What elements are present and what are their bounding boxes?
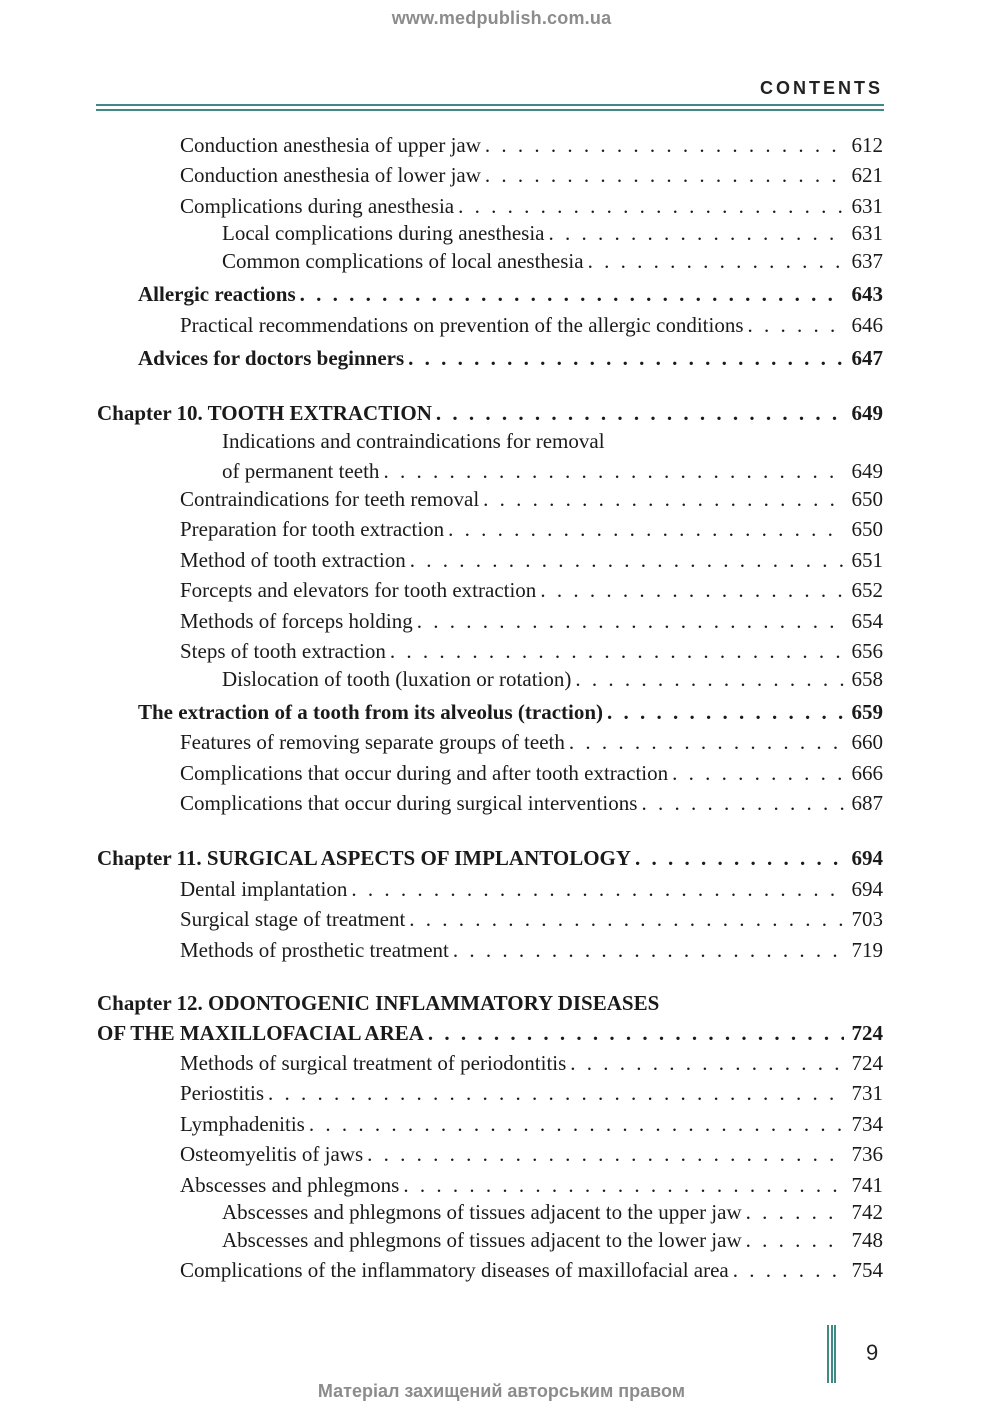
toc-entry-title: Surgical stage of treatment <box>180 907 406 931</box>
dot-leader <box>569 727 844 757</box>
dot-leader <box>485 160 844 190</box>
toc-entry-page: 724 <box>851 1021 883 1045</box>
toc-entry-page: 724 <box>851 1051 883 1075</box>
toc-entry[interactable] <box>222 218 883 248</box>
toc-entry-title: Methods of forceps holding <box>180 609 413 633</box>
toc-entry-page: 694 <box>851 846 883 870</box>
toc-entry-title: Conduction anesthesia of upper jaw <box>180 133 481 157</box>
toc-entry-title: Periostitis <box>180 1081 265 1105</box>
toc-entry[interactable] <box>222 1197 883 1227</box>
toc-entry[interactable] <box>180 1048 883 1078</box>
page-number: 9 <box>866 1340 879 1365</box>
dot-leader <box>453 935 844 965</box>
page-number-ornament <box>827 1325 836 1383</box>
toc-entry-title: Methods of surgical treatment of periodontitis <box>180 1051 567 1075</box>
toc-entry-page: 703 <box>851 907 883 931</box>
toc-entry-title: Preparation for tooth extraction <box>180 517 445 541</box>
toc-entry-page: 651 <box>851 548 883 572</box>
toc-entry-page: 687 <box>851 791 883 815</box>
toc-heading-entry[interactable] <box>138 697 883 727</box>
toc-entry-title: Complications that occur during and after tooth extraction <box>180 761 669 785</box>
toc-entry-title: Features of removing separate groups of teeth <box>180 730 565 754</box>
dot-leader <box>458 191 843 221</box>
toc-entry-page: 652 <box>851 578 883 602</box>
toc-heading-entry[interactable] <box>97 843 883 873</box>
toc-entry[interactable] <box>180 191 883 221</box>
toc-entry[interactable] <box>180 1139 883 1169</box>
dot-leader <box>383 456 843 486</box>
toc-entry-title: Local complications during anesthesia <box>222 221 545 245</box>
toc-entry-title: Advices for doctors beginners <box>138 346 405 370</box>
toc-entry-title: Common complications of local anesthesia <box>222 249 584 273</box>
dot-leader <box>351 874 843 904</box>
dot-leader <box>635 843 843 873</box>
toc-entry-title: Dislocation of tooth (luxation or rotation) <box>222 667 572 691</box>
toc-entry-page: 631 <box>851 194 883 218</box>
dot-leader <box>300 279 844 309</box>
toc-entry-title: The extraction of a tooth from its alveolus (traction) <box>138 700 604 724</box>
toc-heading-entry[interactable] <box>97 988 883 1045</box>
toc-entry[interactable] <box>180 514 883 544</box>
toc-entry-title: Practical recommendations on prevention of the allergic conditions <box>180 313 744 337</box>
toc-entry-title: Osteomyelitis of jaws <box>180 1142 364 1166</box>
toc-heading-entry[interactable] <box>138 343 883 373</box>
toc-entry[interactable] <box>180 1170 883 1200</box>
dot-leader <box>607 697 843 727</box>
toc-entry-page: 646 <box>851 313 883 337</box>
toc-entry-title: Chapter 11. SURGICAL ASPECTS OF IMPLANTOLOGY <box>97 846 632 870</box>
toc-entry-page: 719 <box>851 938 883 962</box>
dot-leader <box>733 1255 844 1285</box>
toc-entry[interactable] <box>180 935 883 965</box>
toc-entry-page: 742 <box>851 1200 883 1224</box>
toc-entry-page: 694 <box>851 877 883 901</box>
dot-leader <box>588 246 844 276</box>
toc-entry[interactable] <box>180 636 883 666</box>
toc-entry-page: 734 <box>851 1112 883 1136</box>
toc-entry[interactable] <box>180 788 883 818</box>
dot-leader <box>483 484 843 514</box>
toc-entry-page: 656 <box>851 639 883 663</box>
toc-entry[interactable] <box>222 1225 883 1255</box>
toc-entry[interactable] <box>180 606 883 636</box>
toc-entry-page: 649 <box>851 459 883 483</box>
toc-entry-page: 647 <box>851 346 883 370</box>
toc-entry[interactable] <box>180 545 883 575</box>
dot-leader <box>485 130 844 160</box>
toc-entry-title: Steps of tooth extraction <box>180 639 386 663</box>
toc-entry-page: 659 <box>851 700 883 724</box>
dot-leader <box>410 545 844 575</box>
dot-leader <box>268 1078 843 1108</box>
dot-leader <box>746 1225 844 1255</box>
toc-entry-title: Allergic reactions <box>138 282 296 306</box>
toc-entry-page: 643 <box>851 282 883 306</box>
dot-leader <box>672 758 843 788</box>
toc-entry-page: 612 <box>851 133 883 157</box>
dot-leader <box>540 575 843 605</box>
toc-entry[interactable] <box>222 664 883 694</box>
toc-entry-title: Abscesses and phlegmons <box>180 1173 400 1197</box>
dot-leader <box>448 514 843 544</box>
toc-entry-title: OF THE MAXILLOFACIAL AREA <box>97 1021 424 1045</box>
toc-entry-title: Abscesses and phlegmons of tissues adjacent to the upper jaw <box>222 1200 742 1224</box>
dot-leader <box>641 788 843 818</box>
toc-entry-title: Conduction anesthesia of lower jaw <box>180 163 481 187</box>
toc-entry-page: 660 <box>851 730 883 754</box>
dot-leader <box>409 904 843 934</box>
toc-entry-title: Complications during anesthesia <box>180 194 455 218</box>
toc-entry[interactable] <box>180 1109 883 1139</box>
toc-entry-title: Dental implantation <box>180 877 348 901</box>
toc-entry[interactable] <box>180 160 883 190</box>
toc-entry-page: 736 <box>851 1142 883 1166</box>
dot-leader <box>575 664 843 694</box>
toc-entry-title: Methods of prosthetic treatment <box>180 938 449 962</box>
toc-entry-title: Method of tooth extraction <box>180 548 406 572</box>
dot-leader <box>746 1197 844 1227</box>
toc-entry[interactable] <box>180 727 883 757</box>
toc-entry-page: 650 <box>851 517 883 541</box>
toc-entry-page: 731 <box>851 1081 883 1105</box>
toc-entry-page: 741 <box>851 1173 883 1197</box>
toc-entry-page: 666 <box>851 761 883 785</box>
toc-entry-page: 654 <box>851 609 883 633</box>
dot-leader <box>748 310 844 340</box>
toc-entry-page: 650 <box>851 487 883 511</box>
toc-entry-title-line1: Indications and contraindications for removal <box>222 429 605 453</box>
watermark-bottom-copyright: Матеріал захищений авторським правом <box>317 1381 686 1401</box>
dot-leader <box>408 343 843 373</box>
toc-entry-title: of permanent teeth <box>222 459 380 483</box>
toc-entry-page: 748 <box>851 1228 883 1252</box>
dot-leader <box>390 636 844 666</box>
dot-leader <box>417 606 844 636</box>
toc-entry[interactable] <box>180 1078 883 1108</box>
toc-entry-page: 754 <box>851 1258 883 1282</box>
dot-leader <box>403 1170 843 1200</box>
dot-leader <box>428 1018 844 1048</box>
toc-entry-title: Forcepts and elevators for tooth extraction <box>180 578 537 602</box>
toc-entry[interactable] <box>180 575 883 605</box>
dot-leader <box>549 218 844 248</box>
toc-entry-title: Lymphadenitis <box>180 1112 305 1136</box>
dot-leader <box>367 1139 843 1169</box>
toc-entry[interactable] <box>180 758 883 788</box>
watermark-top-url: www.medpublish.com.ua <box>391 8 612 28</box>
toc-heading-entry[interactable] <box>138 279 883 309</box>
toc-entry-page: 637 <box>851 249 883 273</box>
toc-entry[interactable] <box>180 130 883 160</box>
dot-leader <box>309 1109 844 1139</box>
dot-leader <box>570 1048 843 1078</box>
toc-entry-page: 658 <box>851 667 883 691</box>
toc-heading-entry[interactable] <box>97 398 883 428</box>
toc-entry[interactable] <box>222 426 883 483</box>
toc-entry[interactable] <box>180 874 883 904</box>
toc-entry[interactable] <box>180 904 883 934</box>
toc-entry-title: Contraindications for teeth removal <box>180 487 480 511</box>
toc-entry[interactable] <box>222 246 883 276</box>
toc-entry-title-line1: Chapter 12. ODONTOGENIC INFLAMMATORY DISEASES <box>97 991 660 1015</box>
toc-entry[interactable] <box>180 310 883 340</box>
toc-entry-title: Chapter 10. TOOTH EXTRACTION <box>97 401 432 425</box>
toc-entry[interactable] <box>180 1255 883 1285</box>
running-header-title: CONTENTS <box>760 78 883 98</box>
toc-entry-title: Abscesses and phlegmons of tissues adjacent to the lower jaw <box>222 1228 742 1252</box>
toc-entry-page: 631 <box>851 221 883 245</box>
toc-entry-page: 649 <box>851 401 883 425</box>
toc-entry-page: 621 <box>851 163 883 187</box>
dot-leader <box>436 398 844 428</box>
toc-entry-title: Complications of the inflammatory diseases of maxillofacial area <box>180 1258 729 1282</box>
toc-entry[interactable] <box>180 484 883 514</box>
toc-entry-title: Complications that occur during surgical interventions <box>180 791 638 815</box>
